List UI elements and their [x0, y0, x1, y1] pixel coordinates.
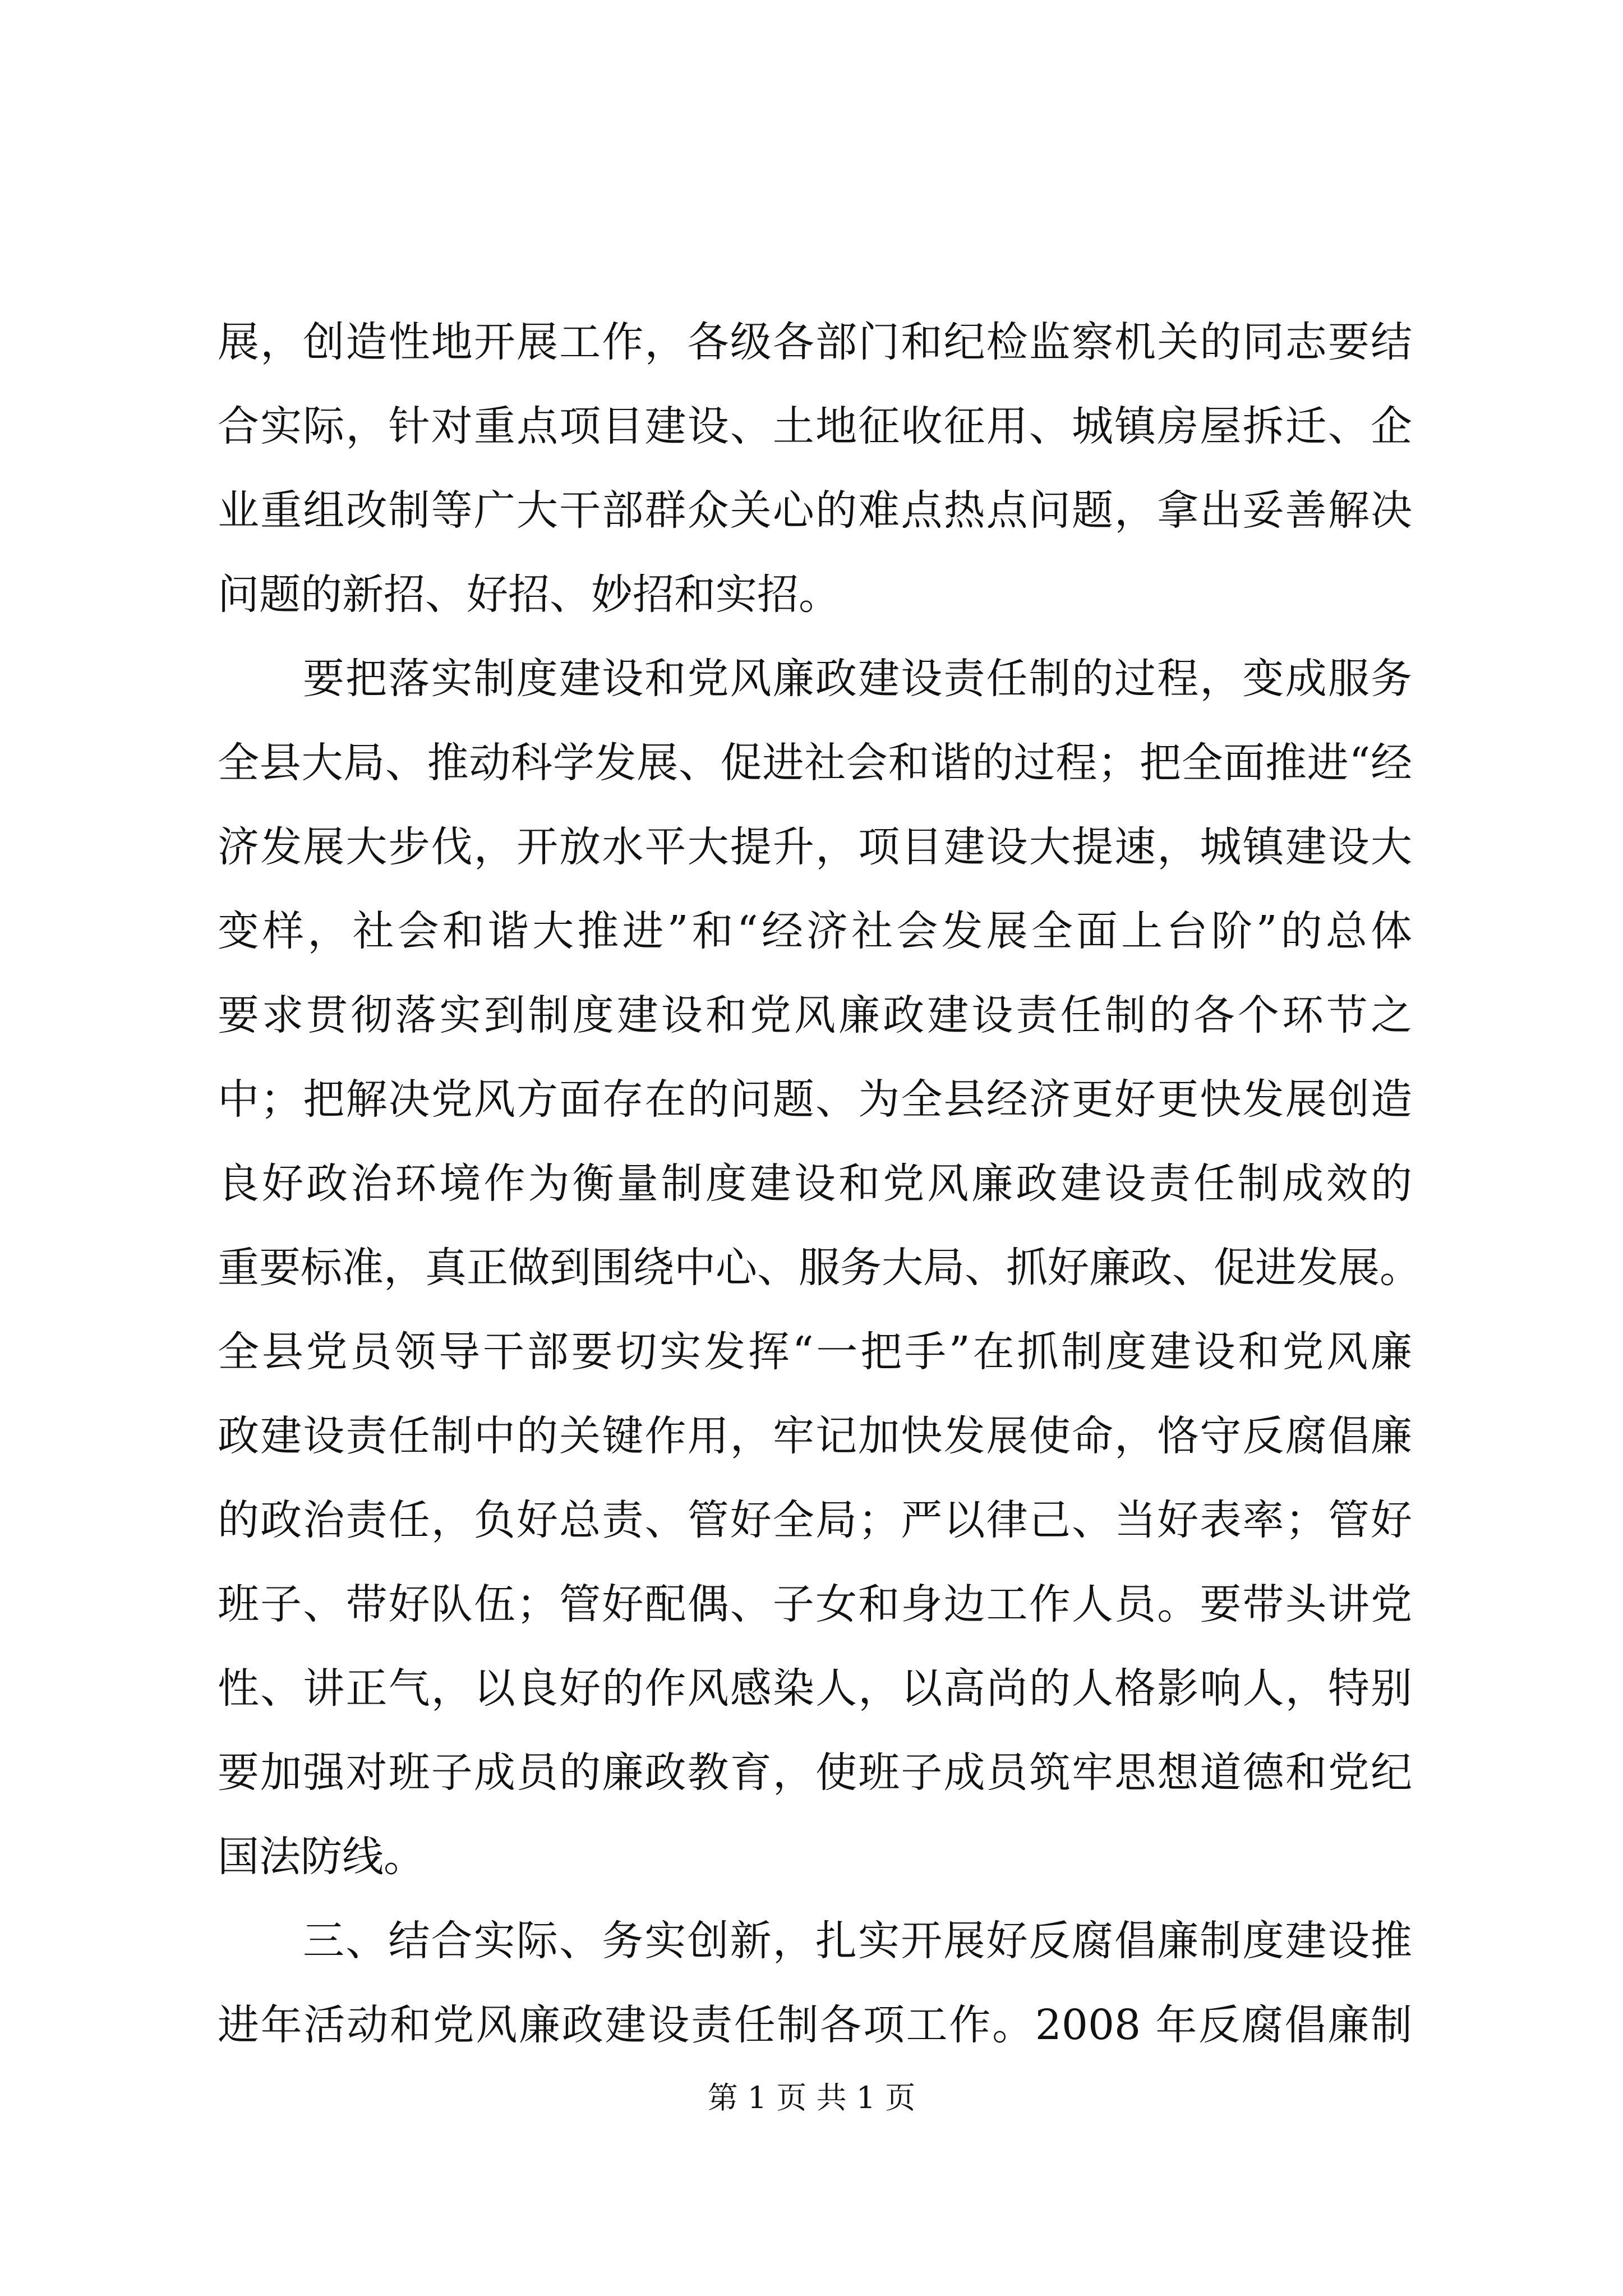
- text-line: 班子、带好队伍；管好配偶、子女和身边工作人员。要带头讲党: [218, 1580, 1412, 1628]
- text-line: 合实际，针对重点项目建设、土地征收征用、城镇房屋拆迁、企: [218, 402, 1412, 450]
- text-line: 中；把解决党风方面存在的问题、为全县经济更好更快发展创造: [218, 1075, 1412, 1124]
- text-line: 变样，社会和谐大推进”和“经济社会发展全面上台阶”的总体: [218, 907, 1412, 955]
- text-line: 要加强对班子成员的廉政教育，使班子成员筑牢思想道德和党纪: [218, 1749, 1412, 1797]
- text-line: 业重组改制等广大干部群众关心的难点热点问题，拿出妥善解决: [218, 486, 1412, 535]
- text-line: 进年活动和党风廉政建设责任制各项工作。2008 年反腐倡廉制: [218, 2001, 1412, 2049]
- text-line: 要求贯彻落实到制度建设和党风廉政建设责任制的各个环节之: [218, 991, 1412, 1039]
- text-line: 重要标准，真正做到围绕中心、服务大局、抓好廉政、促进发展。: [218, 1244, 1421, 1292]
- text-line: 展，创造性地开展工作，各级各部门和纪检监察机关的同志要结: [218, 318, 1412, 366]
- page-footer: 第 1 页 共 1 页: [707, 2080, 916, 2115]
- text-line: 良好政治环境作为衡量制度建设和党风廉政建设责任制成效的: [218, 1159, 1412, 1208]
- text-line: 的政治责任，负好总责、管好全局；严以律己、当好表率；管好: [218, 1496, 1412, 1544]
- paragraph-first-line: 三、结合实际、务实创新，扎实开展好反腐倡廉制度建设推: [303, 1917, 1412, 1965]
- text-line: 济发展大步伐，开放水平大提升，项目建设大提速，城镇建设大: [218, 823, 1412, 871]
- text-line: 全县党员领导干部要切实发挥“一把手”在抓制度建设和党风廉: [218, 1328, 1412, 1376]
- text-line: 国法防线。: [218, 1833, 425, 1881]
- paragraph-first-line: 要把落实制度建设和党风廉政建设责任制的过程，变成服务: [303, 655, 1412, 703]
- text-line: 问题的新招、好招、妙招和实招。: [218, 570, 840, 619]
- text-line: 政建设责任制中的关键作用，牢记加快发展使命，恪守反腐倡廉: [218, 1412, 1412, 1460]
- text-line: 全县大局、推动科学发展、促进社会和谐的过程；把全面推进“经: [218, 739, 1412, 787]
- text-line: 性、讲正气，以良好的作风感染人，以高尚的人格影响人，特别: [218, 1664, 1412, 1713]
